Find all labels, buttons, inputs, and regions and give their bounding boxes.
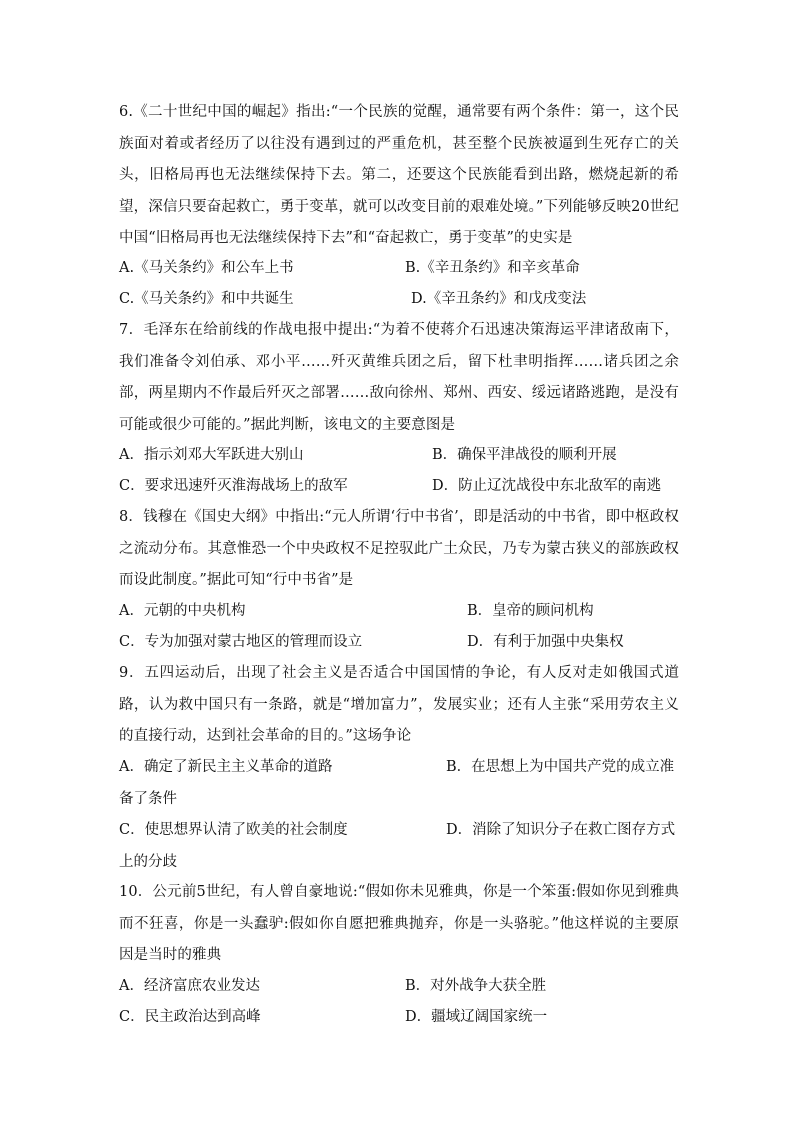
question-6-option-c: C.《马关条约》和中共诞生 (119, 291, 294, 307)
question-8-stem: 8．钱穆在《国史大纲》中指出:“元人所谓‘行中书省’，即是活动的中书省，即中枢政权之流动分布。其意惟恐一个中央政权不足控驭此广土众民，乃专为蒙古狭义的部族政权而设此制度。”据此可知“行中书省”是 (119, 509, 679, 588)
question-6-option-d: D.《辛丑条约》和戊戌变法 (411, 291, 587, 307)
question-10-option-c: C．民主政治达到高峰 (119, 1009, 261, 1025)
question-7-option-c: C．要求迅速歼灭淮海战场上的敌军 (119, 478, 348, 494)
question-9-option-c: C．使思想界认清了欧美的社会制度 (119, 822, 348, 838)
question-10-option-a: A．经济富庶农业发达 (119, 978, 260, 994)
question-6-stem: 6.《二十世纪中国的崛起》指出:“一个民族的觉醒，通常要有两个条件：第一，这个民族面对着或者经历了以往没有遇到过的严重危机，甚至整个民族被逼到生死存亡的关头，旧格局再也无法继续保持下去。第二，还要这个民族能看到出路，燃烧起新的希望，深信只要奋起救亡，勇于变革，就可以改变目前的艰难处境。”下列能够反映20世纪中国“旧格局再也无法继续保持下去”和“奋起救亡，勇于变革”的史实是 (119, 104, 679, 246)
question-6-option-b: B.《辛丑条约》和辛亥革命 (405, 260, 580, 276)
question-9-option-b: B．在思想上为中国共产党的成立准备了条件 (119, 759, 675, 807)
question-10-option-b: B．对外战争大获全胜 (405, 978, 547, 994)
question-9-option-a: A．确定了新民主主义革命的道路 (119, 759, 333, 775)
question-8-option-d: D．有利于加强中央集权 (467, 634, 624, 650)
question-7-option-d: D．防止辽沈战役中东北敌军的南逃 (432, 478, 662, 494)
question-8-option-b: B．皇帝的顾问机构 (467, 603, 594, 619)
question-7-option-b: B．确保平津战役的顺利开展 (432, 447, 617, 463)
question-10-stem: 10．公元前5世纪，有人曾自豪地说:“假如你未见雅典，你是一个笨蛋:假如你见到雅典而不狂喜，你是一头蠢驴:假如你自愿把雅典抛弃，你是一头骆驼。”他这样说的主要原因是当时的雅典 (119, 884, 679, 963)
question-10-option-d: D．疆域辽阔国家统一 (405, 1009, 548, 1025)
question-8-option-a: A．元朝的中央机构 (119, 603, 246, 619)
question-7-option-a: A．指示刘邓大军跃进大别山 (119, 447, 304, 463)
question-9-option-d: D．消除了知识分子在救亡图存方式上的分歧 (119, 822, 676, 870)
question-8-option-c: C．专为加强对蒙古地区的管理而设立 (119, 634, 363, 650)
question-9-stem: 9．五四运动后，出现了社会主义是否适合中国国情的争论，有人反对走如俄国式道路，认为救中国只有一条路，就是“增加富力”，发展实业；还有人主张“采用劳农主义的直接行动，达到社会革命的目的。”这场争论 (119, 665, 679, 744)
question-7-stem: 7．毛泽东在给前线的作战电报中提出:“为着不使蒋介石迅速决策海运平津诸敌南下，我们准备令刘伯承、邓小平……歼灭黄维兵团之后，留下杜聿明指挥……诸兵团之余部，两星期内不作最后歼灭之部署……敌向徐州、郑州、西安、绥远诸路逃跑，是没有可能或很少可能的。”据此判断，该电文的主要意图是 (119, 322, 679, 433)
question-6-option-a: A.《马关条约》和公车上书 (119, 260, 294, 276)
